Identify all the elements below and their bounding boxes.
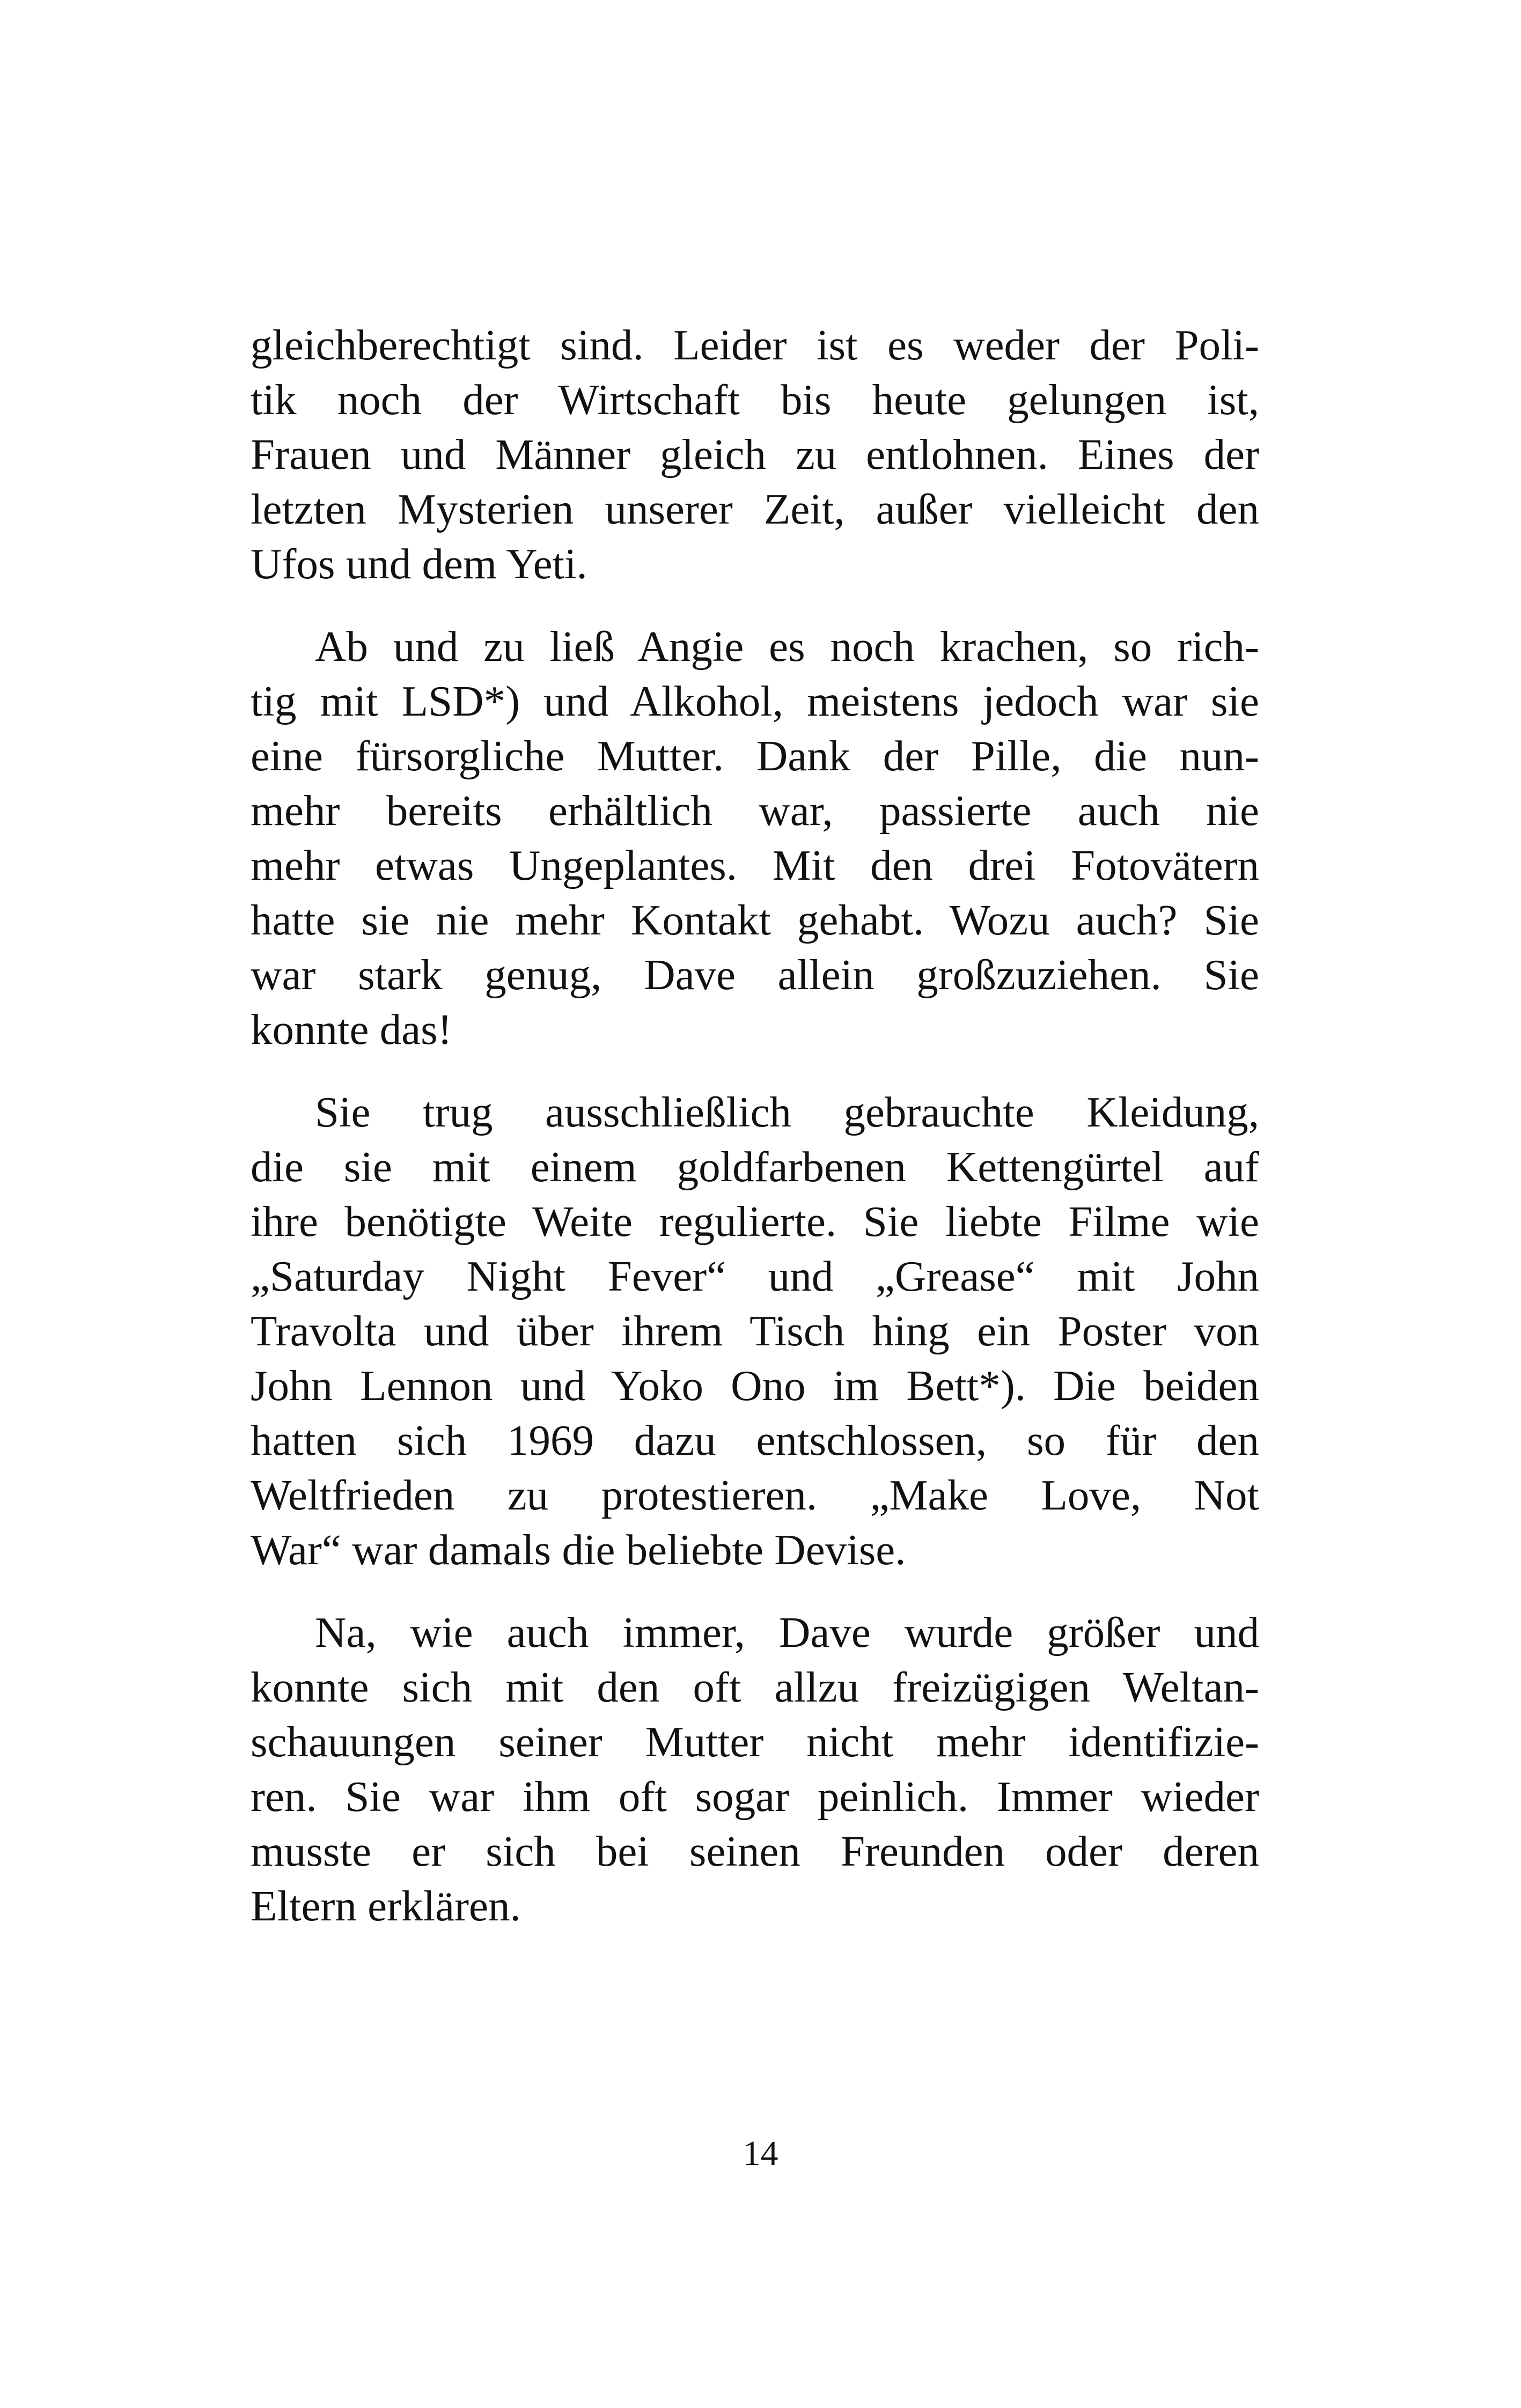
text-line: John Lennon und Yoko Ono im Bett*). Die beiden <box>251 1361 1259 1410</box>
text-line: „Saturday Night Fever“ und „Grease“ mit John <box>251 1252 1259 1300</box>
paragraph-4 <box>251 1605 1259 1933</box>
paragraph-3 <box>251 1085 1259 1577</box>
text-line: konnte das! <box>251 1005 452 1054</box>
text-line: Eltern erklären. <box>251 1882 521 1930</box>
text-line: die sie mit einem goldfarbenen Kettengürtel auf <box>251 1143 1259 1191</box>
text-line: Ab und zu ließ Angie es noch krachen, so rich- <box>315 622 1259 671</box>
text-line: hatten sich 1969 dazu entschlossen, so für den <box>251 1416 1259 1464</box>
text-line: war stark genug, Dave allein großzuziehen. Sie <box>251 951 1259 999</box>
text-line: schauungen seiner Mutter nicht mehr identifizie- <box>251 1718 1259 1766</box>
text-line: konnte sich mit den oft allzu freizügigen Weltan- <box>251 1663 1259 1711</box>
text-line: eine fürsorgliche Mutter. Dank der Pille, die nun- <box>251 732 1259 780</box>
text-line: ren. Sie war ihm oft sogar peinlich. Immer wieder <box>251 1772 1259 1821</box>
text-line: ihre benötigte Weite regulierte. Sie liebte Filme wie <box>251 1197 1259 1246</box>
page-number: 14 <box>743 2134 778 2173</box>
page-body <box>251 318 1259 1933</box>
text-line: Travolta und über ihrem Tisch hing ein Poster von <box>251 1307 1259 1355</box>
text-line: Ufos und dem Yeti. <box>251 540 587 588</box>
paragraph-2 <box>251 619 1259 1057</box>
text-line: gleichberechtigt sind. Leider ist es weder der Poli- <box>251 321 1259 369</box>
paragraph-1 <box>251 318 1259 591</box>
text-line: tig mit LSD*) und Alkohol, meistens jedoch war sie <box>251 677 1259 725</box>
text-line: Sie trug ausschließlich gebrauchte Kleidung, <box>315 1088 1259 1136</box>
text-line: hatte sie nie mehr Kontakt gehabt. Wozu auch? Sie <box>251 896 1259 944</box>
text-line: Weltfrieden zu protestieren. „Make Love, Not <box>251 1471 1259 1519</box>
text-line: letzten Mysterien unserer Zeit, außer vielleicht den <box>251 485 1259 533</box>
text-line: War“ war damals die beliebte Devise. <box>251 1526 906 1574</box>
text-line: Na, wie auch immer, Dave wurde größer und <box>315 1608 1259 1656</box>
text-line: mehr etwas Ungeplantes. Mit den drei Fotovätern <box>251 841 1259 889</box>
text-line: tik noch der Wirtschaft bis heute gelungen ist, <box>251 375 1259 424</box>
text-line: mehr bereits erhältlich war, passierte auch nie <box>251 786 1259 835</box>
text-line: Frauen und Männer gleich zu entlohnen. Eines der <box>251 430 1259 478</box>
text-line: musste er sich bei seinen Freunden oder deren <box>251 1827 1259 1875</box>
